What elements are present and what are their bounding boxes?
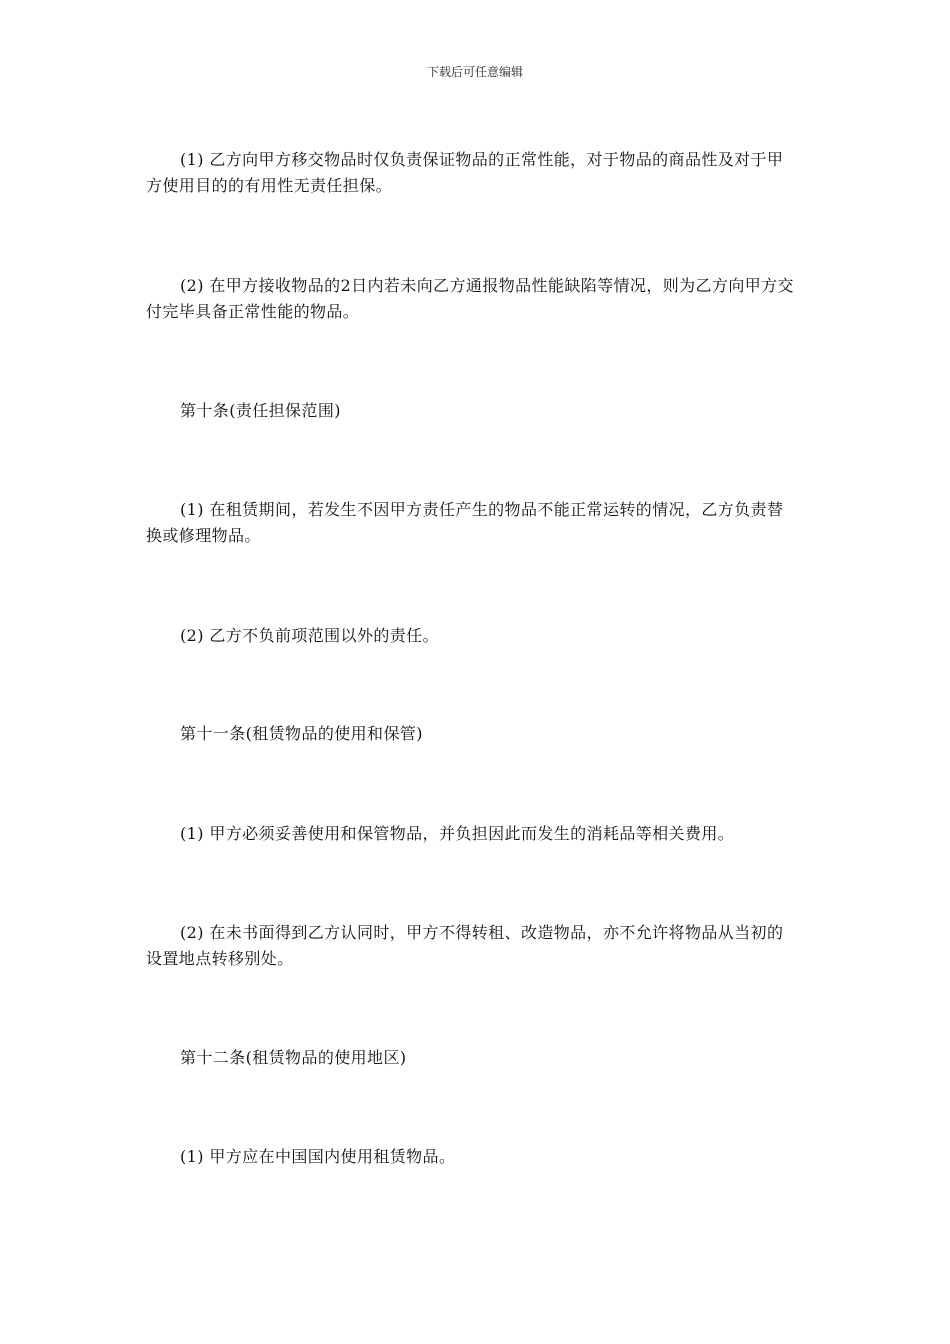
clause-10-item-2: (2) 乙方不负前项范围以外的责任。 [180, 626, 439, 645]
clause-10-heading: 第十条(责任担保范围) [180, 401, 341, 420]
clause-11-item-2: (2) 在未书面得到乙方认同时，甲方不得转租、改造物品，亦不允许将物品从当初的设置地点转移别处。 [146, 923, 784, 968]
clause-11-heading: 第十一条(租赁物品的使用和保管) [180, 724, 423, 743]
clause-12-item-1: (1) 甲方应在中国国内使用租赁物品。 [180, 1147, 456, 1166]
clause-11-item-1: (1) 甲方必须妥善使用和保管物品，并负担因此而发生的消耗品等相关费用。 [180, 824, 735, 843]
page-header: 下载后可任意编辑 [426, 65, 523, 79]
clause-10-item-1: (1) 在租赁期间，若发生不因甲方责任产生的物品不能正常运转的情况，乙方负责替换或修理物品。 [146, 500, 784, 545]
clause-12-heading: 第十二条(租赁物品的使用地区) [180, 1048, 407, 1067]
clause-9-item-1: (1) 乙方向甲方移交物品时仅负责保证物品的正常性能，对于物品的商品性及对于甲方使用目的的有用性无责任担保。 [146, 150, 784, 195]
clause-9-item-2: (2) 在甲方接收物品的2日内若未向乙方通报物品性能缺陷等情况，则为乙方向甲方交付完毕具备正常性能的物品。 [146, 276, 794, 321]
